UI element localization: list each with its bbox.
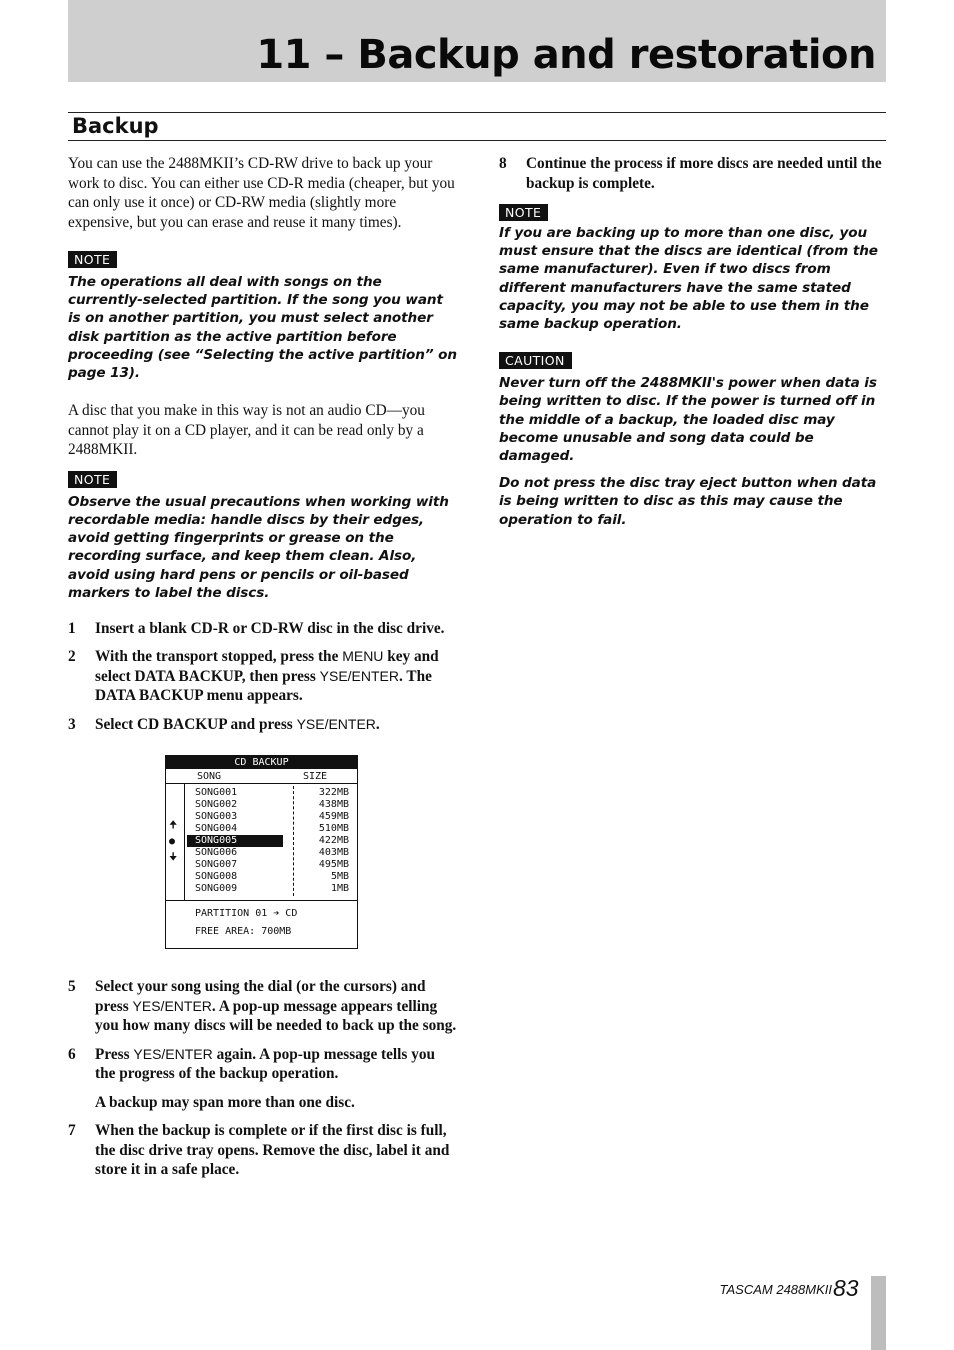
note-badge: NOTE xyxy=(68,471,117,488)
step-text xyxy=(95,647,458,706)
cd-backup-lcd-screen xyxy=(165,755,358,949)
step-text-part: . A pop-up message appears telling you how many discs will be needed to back up the song. xyxy=(95,997,457,1035)
caution-badge: CAUTION xyxy=(499,352,572,369)
song-name: SONG008 xyxy=(195,871,238,883)
lcd-song-row xyxy=(187,799,351,811)
step-text-part: With the transport stopped, press the xyxy=(95,648,343,666)
step-text-part: . The DATA BACKUP menu appears. xyxy=(95,667,432,705)
note-text: Observe the usual precautions when working with recordable media: handle discs by their edges, avoid getting fingerprints or grease on the recording surface, and keep them clean. Also, avoid using hard pens or pencils or oil-based markers to label the discs. xyxy=(68,493,449,601)
song-name: SONG001 xyxy=(195,787,238,799)
song-name: SONG002 xyxy=(195,799,238,811)
step-number: 5 xyxy=(68,978,76,996)
dial-icon: ● xyxy=(169,836,176,848)
note-block-1 xyxy=(68,251,458,382)
step-text: Continue the process if more discs are needed until the backup is complete. xyxy=(526,155,882,192)
song-name: SONG003 xyxy=(195,811,238,823)
song-size: 422MB xyxy=(318,835,349,847)
step-text xyxy=(95,977,458,1036)
audio-cd-paragraph: A disc that you make in this way is not an audio CD—you cannot play it on a CD player, and it can be read only by a 2488MKII. xyxy=(68,402,425,459)
step-number: 3 xyxy=(68,715,76,733)
song-size: 510MB xyxy=(318,823,349,835)
song-name: SONG007 xyxy=(195,859,238,871)
song-size: 495MB xyxy=(318,859,349,871)
step-text-part: key and select DATA BACKUP, then press xyxy=(95,648,439,685)
chapter-title: 11 – Backup and restoration xyxy=(256,32,876,78)
lcd-partition-line: PARTITION 01 ➔ CD xyxy=(195,908,298,920)
lcd-song-row xyxy=(187,823,351,835)
step-1 xyxy=(68,619,458,639)
section-rule-top xyxy=(68,112,886,113)
step-number: 1 xyxy=(68,619,76,637)
song-name: SONG006 xyxy=(195,847,238,859)
note-text: The operations all deal with songs on the currently-selected partition. If the song you want is on another partition, you must select another disk partition as the active partition before proceeding (see “Selecting the active partition” on page 13). xyxy=(68,274,457,382)
caution-text: Do not press the disc tray eject button when data is being written to disc as this may cause the operation to fail. xyxy=(499,475,877,528)
menu-key-label: MENU xyxy=(342,648,384,665)
song-size: 322MB xyxy=(318,787,349,799)
step-number: 7 xyxy=(68,1122,76,1140)
song-size: 5MB xyxy=(330,871,349,883)
step-number: 6 xyxy=(68,1045,76,1063)
chapter-header-band xyxy=(68,0,886,82)
lcd-divider xyxy=(166,783,357,784)
step-text xyxy=(95,1045,458,1084)
step-6-sub-note: A backup may span more than one disc. xyxy=(95,1093,355,1111)
step-text xyxy=(95,1121,458,1180)
arrow-down-icon: 🠋 xyxy=(169,852,178,864)
song-name: SONG005 xyxy=(187,835,283,847)
step-number: 2 xyxy=(68,648,76,666)
page-edge-tab xyxy=(871,1276,886,1350)
note-text: If you are backing up to more than one disc, you must ensure that the discs are identical (from the same manufacturer). Even if two discs from different manufacturers have the same stated capacity, you may not be able to use them in the same backup operation. xyxy=(499,225,878,333)
song-size: 438MB xyxy=(318,799,349,811)
lcd-song-row xyxy=(187,811,351,823)
song-size: 459MB xyxy=(318,811,349,823)
caution-block xyxy=(499,352,886,529)
lcd-song-row-selected xyxy=(187,835,351,847)
enter-key-label: YSE/ENTER xyxy=(296,715,376,732)
step-text-part: Press xyxy=(95,1045,134,1063)
lcd-song-row xyxy=(187,871,351,883)
step-text-part: Select your song using the dial (or the cursors) and press xyxy=(95,978,426,1015)
lcd-column-size: SIZE xyxy=(303,771,328,783)
step-8 xyxy=(499,154,886,193)
song-name: SONG009 xyxy=(195,883,238,895)
song-name: SONG004 xyxy=(195,823,238,835)
step-3 xyxy=(68,715,458,735)
note-badge: NOTE xyxy=(499,204,548,221)
note-badge: NOTE xyxy=(68,251,117,268)
enter-key-label: YSE/ENTER xyxy=(319,667,399,684)
intro-paragraph: You can use the 2488MKII’s CD-RW drive to back up your work to disc. You can either use CD-R media (cheaper, but you can only use it once) or CD-RW media (slightly more expensive, but you can erase and reuse it many times). xyxy=(68,155,455,231)
lcd-song-row xyxy=(187,847,351,859)
step-2 xyxy=(68,647,458,706)
lcd-divider xyxy=(184,783,185,900)
lcd-song-row xyxy=(187,883,351,895)
note-block-2 xyxy=(68,471,458,602)
step-text xyxy=(95,715,458,735)
section-title: Backup xyxy=(72,114,159,138)
note-block-3 xyxy=(499,204,886,333)
arrow-up-icon: 🠉 xyxy=(169,820,178,832)
step-5 xyxy=(68,977,458,1036)
step-text-part: When the backup is complete or if the first disc is full, the disc drive tray opens. Remove the disc, label it and store it in a safe place. xyxy=(95,1122,450,1179)
lcd-song-row xyxy=(187,787,351,799)
lcd-title: CD BACKUP xyxy=(166,756,357,769)
footer-brand: TASCAM 2488MKII xyxy=(719,1282,832,1297)
section-rule-bottom xyxy=(68,140,886,141)
step-text-part: Select CD BACKUP and press xyxy=(95,715,297,733)
lcd-divider xyxy=(166,900,357,901)
enter-key-label: YES/ENTER xyxy=(133,1045,213,1062)
step-6 xyxy=(68,1045,458,1084)
song-size: 403MB xyxy=(318,847,349,859)
caution-text: Never turn off the 2488MKII's power when data is being written to disc. If the power is turned off in the middle of a backup, the loaded disc may become unusable and song data could be damaged. xyxy=(499,375,877,465)
step-number: 8 xyxy=(499,155,507,172)
lcd-column-song: SONG xyxy=(197,771,222,783)
lcd-free-area: FREE AREA: 700MB xyxy=(195,926,292,938)
song-size: 1MB xyxy=(330,883,349,895)
step-text-part: again. A pop-up message tells you the progress of the backup operation. xyxy=(95,1045,436,1083)
enter-key-label: YES/ENTER xyxy=(132,997,212,1014)
step-text-part: . xyxy=(375,715,380,733)
step-text xyxy=(95,619,458,639)
left-column xyxy=(68,154,458,1180)
step-text-part: Insert a blank CD-R or CD-RW disc in the disc drive. xyxy=(95,619,445,637)
page-number: 83 xyxy=(833,1275,859,1301)
step-7 xyxy=(68,1121,458,1180)
right-column xyxy=(499,154,886,529)
lcd-song-row xyxy=(187,859,351,871)
